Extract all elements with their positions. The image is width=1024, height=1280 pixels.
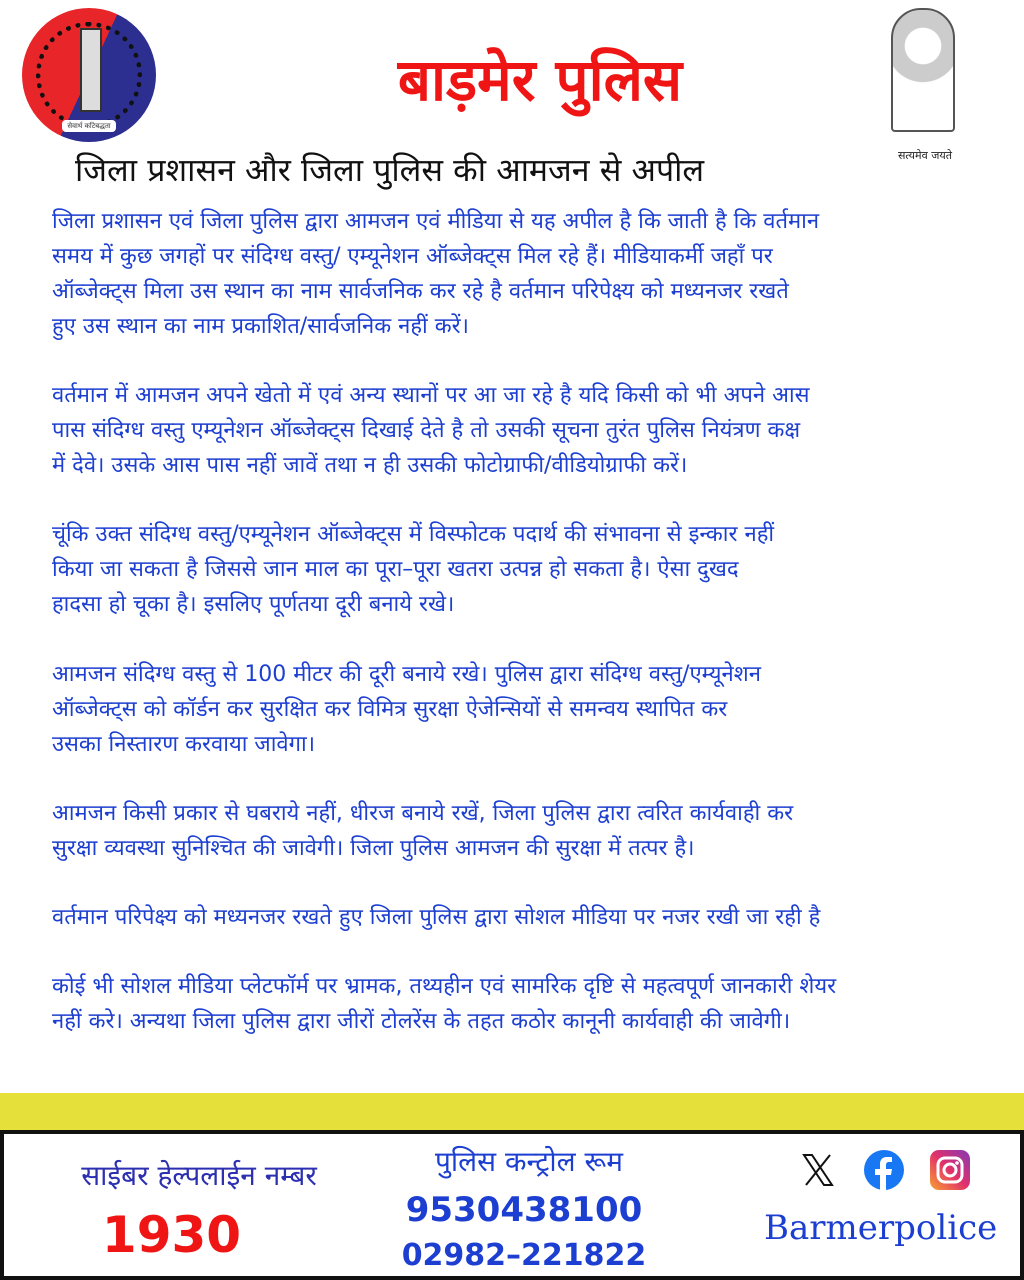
yellow-band	[0, 1093, 1024, 1130]
paragraph-3-line: किया जा सकता है जिससे जान माल का पूरा–पूरा खतरा उत्पन्न हो सकता है। ऐसा दुखद	[52, 557, 739, 582]
paragraph-2-line: में देवे। उसके आस पास नहीं जावें तथा न ही उसकी फोटोग्राफी/वीडियोग्राफी करें।	[52, 453, 688, 478]
paragraph-7-line: कोई भी सोशल मीडिया प्लेटफॉर्म पर भ्रामक, तथ्यहीन एवं सामरिक दृष्टि से महत्वपूर्ण जानकारी शेयर	[52, 974, 837, 999]
control-room-landline[interactable]: 02982–221822	[401, 1238, 647, 1273]
page-subtitle: जिला प्रशासन और जिला पुलिस की आमजन से अपील	[75, 151, 705, 189]
paragraph-1-line: ऑब्जेक्ट्स मिला उस स्थान का नाम सार्वजनिक कर रहे है वर्तमान परिपेक्ष्य को मध्यनजर रखते	[52, 279, 789, 304]
social-icons	[784, 1150, 984, 1190]
paragraph-2-line: वर्तमान में आमजन अपने खेतो में एवं अन्य स्थानों पर आ जा रहे है यदि किसी को भी अपने आस	[52, 383, 810, 408]
paragraph-1-line: हुए उस स्थान का नाम प्रकाशित/सार्वजनिक नहीं करें।	[52, 314, 469, 339]
control-room-label: पुलिस कन्ट्रोल रूम	[434, 1145, 623, 1178]
paragraph-2-line: पास संदिग्ध वस्तु एम्यूनेशन ऑब्जेक्ट्स दिखाई देते है तो उसकी सूचना तुरंत पुलिस नियंत्रण कक्ष	[52, 418, 801, 443]
paragraph-5-line: आमजन किसी प्रकार से घबराये नहीं, धीरज बनाये रखें, जिला पुलिस द्वारा त्वरित कार्यवाही कर	[52, 801, 794, 826]
paragraph-5-line: सुरक्षा व्यवस्था सुनिश्चित की जावेगी। जिला पुलिस आमजन की सुरक्षा में तत्पर है।	[52, 836, 695, 861]
cyber-helpline-label: साईबर हेल्पलाईन नम्बर	[81, 1159, 317, 1192]
paragraph-4-line: उसका निस्तारण करवाया जावेगा।	[52, 732, 316, 757]
paragraph-7-line: नहीं करे। अन्यथा जिला पुलिस द्वारा जीरों टोलरेंस के तहत कठोर कानूनी कार्यवाही की जावेगी।	[52, 1009, 791, 1034]
emblem-motto: सत्यमेव जयते	[898, 149, 953, 162]
control-room-mobile[interactable]: 9530438100	[405, 1190, 643, 1230]
paragraph-3-line: हादसा हो चूका है। इसलिए पूर्णतया दूरी बनाये रखे।	[52, 592, 455, 617]
social-handle[interactable]: Barmerpolice	[764, 1208, 998, 1248]
instagram-icon[interactable]	[930, 1150, 970, 1190]
logo-motto: सेवार्थ कटिबद्धता	[62, 120, 116, 132]
logo-tower	[80, 28, 102, 112]
paragraph-4-line: आमजन संदिग्ध वस्तु से 100 मीटर की दूरी बनाये रखे। पुलिस द्वारा संदिग्ध वस्तु/एम्यूनेशन	[52, 662, 761, 687]
x-icon[interactable]	[798, 1150, 838, 1190]
paragraph-6-line: वर्तमान परिपेक्ष्य को मध्यनजर रखते हुए जिला पुलिस द्वारा सोशल मीडिया पर नजर रखी जा रही है	[52, 905, 821, 930]
contact-footer	[0, 1130, 1024, 1280]
facebook-icon[interactable]	[864, 1150, 904, 1190]
rajasthan-police-logo	[22, 8, 156, 142]
paragraph-1-line: जिला प्रशासन एवं जिला पुलिस द्वारा आमजन एवं मीडिया से यह अपील है कि जाती है कि वर्तमान	[52, 209, 820, 234]
national-emblem	[888, 8, 958, 138]
paragraph-3-line: चूंकि उक्त संदिग्ध वस्तु/एम्यूनेशन ऑब्जेक्ट्स में विस्फोटक पदार्थ की संभावना से इन्कार नहीं	[52, 522, 775, 547]
page-title: बाड़मेर पुलिस	[397, 46, 683, 114]
paragraph-1-line: समय में कुछ जगहों पर संदिग्ध वस्तु/ एम्यूनेशन ऑब्जेक्ट्स मिल रहे हैं। मीडियाकर्मी जहाँ पर	[52, 244, 773, 269]
paragraph-4-line: ऑब्जेक्ट्स को कॉर्डन कर सुरक्षित कर विमित्र सुरक्षा ऐजेन्सियों से समन्वय स्थापित कर	[52, 697, 728, 722]
cyber-helpline-number[interactable]: 1930	[101, 1206, 242, 1264]
